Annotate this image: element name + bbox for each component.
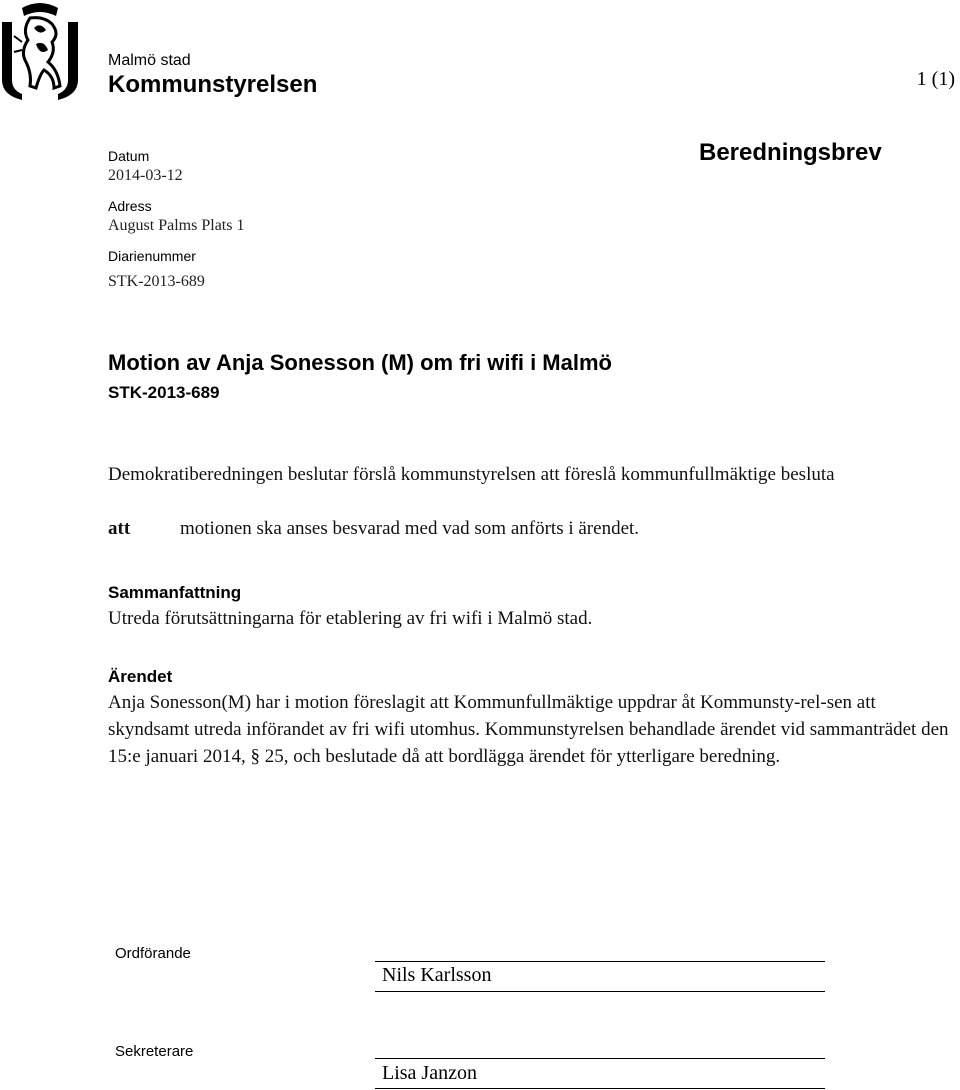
date-value: 2014-03-12 bbox=[108, 167, 183, 184]
address-label: Adress bbox=[108, 198, 152, 214]
address-value: August Palms Plats 1 bbox=[108, 217, 245, 234]
chair-signature-line bbox=[375, 961, 825, 962]
page-number: 1 (1) bbox=[916, 68, 955, 90]
summary-heading: Sammanfattning bbox=[108, 583, 242, 602]
att-label: att bbox=[108, 518, 131, 539]
subject-title: Motion av Anja Sonesson (M) om fri wifi i Malmö bbox=[108, 350, 612, 375]
summary-text: Utreda förutsättningarna för etablering av fri wifi i Malmö stad. bbox=[108, 608, 593, 629]
chair-name: Nils Karlsson bbox=[382, 964, 492, 986]
case-text: Anja Sonesson(M) har i motion föreslagit att Kommunfullmäktige uppdrar åt Kommunsty-rel-sen att skyndsamt utreda införandet av fri wifi utomhus. Kommunstyrelsen behandlade ärendet vid sammanträdet den 15:e januari 2014, § 25, och beslutade då att bordlägga ärendet för ytterligare beredning. bbox=[108, 692, 949, 767]
subject-reference: STK-2013-689 bbox=[108, 383, 220, 402]
secretary-label: Sekreterare bbox=[115, 1043, 194, 1060]
diary-number-label: Diarienummer bbox=[108, 248, 196, 264]
secretary-signature-line bbox=[375, 1058, 825, 1059]
secretary-name: Lisa Janzon bbox=[382, 1062, 477, 1084]
organization-name: Malmö stad bbox=[108, 52, 191, 69]
chair-name-underline bbox=[375, 991, 825, 992]
document-type-title: Beredningsbrev bbox=[699, 139, 882, 166]
department-name: Kommunstyrelsen bbox=[108, 71, 318, 98]
date-label: Datum bbox=[108, 148, 150, 164]
secretary-name-underline bbox=[375, 1088, 825, 1089]
chair-label: Ordförande bbox=[115, 945, 191, 962]
att-clause: motionen ska anses besvarad med vad som anförts i ärendet. bbox=[180, 518, 640, 539]
diary-number-value: STK-2013-689 bbox=[108, 273, 205, 290]
decision-intro: Demokratiberedningen beslutar förslå kommunstyrelsen att föreslå kommunfullmäktige besluta bbox=[108, 464, 835, 485]
coat-of-arms-icon bbox=[0, 0, 80, 100]
case-heading: Ärendet bbox=[108, 667, 173, 686]
